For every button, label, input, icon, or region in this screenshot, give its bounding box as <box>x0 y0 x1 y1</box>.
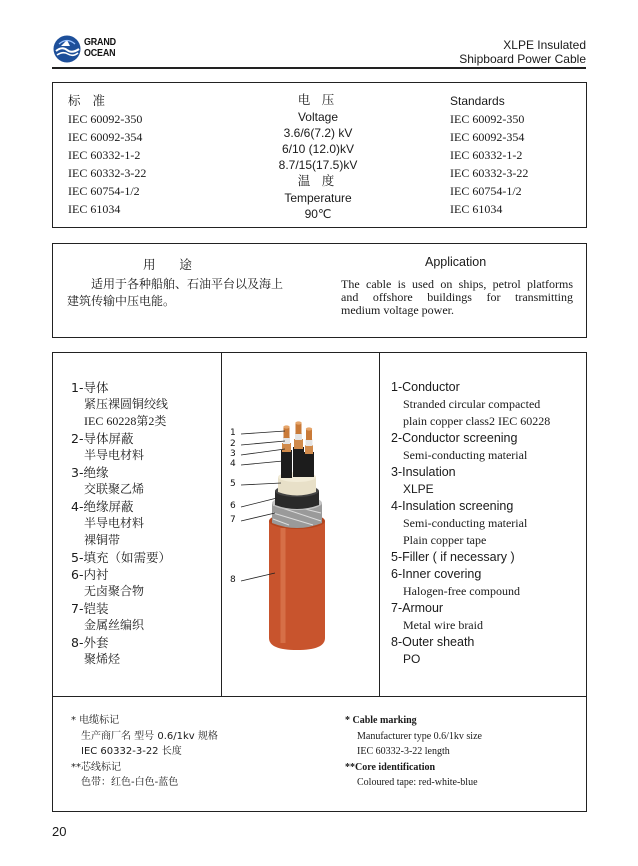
standard-cn-item: IEC 60092-354 <box>68 130 143 144</box>
cn-marking-title: * 电缆标记 <box>71 715 120 726</box>
construction-en-list <box>391 379 550 668</box>
voltage-rating: 8.7/15(17.5)kV <box>278 158 358 172</box>
cable-illustration <box>223 353 378 695</box>
logo-line-2: OCEAN <box>84 47 116 59</box>
layer-cn-desc: 半导电材料 <box>84 516 145 530</box>
logo-wordmark <box>84 37 116 59</box>
diagram-label: 3 <box>230 449 236 459</box>
globe-ship-icon <box>52 34 82 64</box>
diagram-label: 4 <box>230 459 236 469</box>
cn-core-title: **芯线标记 <box>71 761 121 773</box>
layer-en-desc: XLPE <box>403 482 434 496</box>
column-divider <box>379 353 380 696</box>
layer-en-desc: Semi-conducting material <box>403 448 528 462</box>
en-marking-line: Manufacturer type 0.6/1kv size <box>357 730 482 742</box>
en-core-title: **Core identification <box>345 761 436 773</box>
diagram-label: 8 <box>230 575 236 585</box>
layer-cn-title: 7-铠装 <box>71 601 109 616</box>
layer-en-desc: Semi-conducting material <box>403 516 528 530</box>
layer-cn-desc: 聚烯烃 <box>84 652 121 666</box>
header-divider <box>52 67 586 69</box>
title-line-2: Shipboard Power Cable <box>459 52 586 66</box>
standard-en-item: IEC 60092-350 <box>450 112 525 126</box>
logo-line-1: GRAND <box>84 36 116 48</box>
layer-en-desc: Metal wire braid <box>403 618 483 632</box>
layer-en-desc: plain copper class2 IEC 60228 <box>403 414 551 428</box>
standards-panel <box>52 82 587 228</box>
layer-en-title: 7-Armour <box>391 601 444 615</box>
layer-cn-title: 4-绝缘屏蔽 <box>71 499 134 514</box>
title-line-1: XLPE Insulated <box>503 38 586 52</box>
standards-en-column <box>450 92 528 218</box>
cn-marking-line: IEC 60332-3-22 长度 <box>81 746 182 757</box>
layer-en-desc: PO <box>403 652 421 666</box>
layer-en-desc: Stranded circular compacted <box>403 397 541 411</box>
construction-cn-list <box>71 379 171 668</box>
layer-cn-title: 2-导体屏蔽 <box>71 431 134 446</box>
standard-en-item: IEC 60332-1-2 <box>450 148 523 162</box>
voltage-cn-heading: 电 压 <box>297 93 339 107</box>
standard-cn-item: IEC 61034 <box>68 202 121 216</box>
layer-en-title: 6-Inner covering <box>391 567 482 581</box>
layer-cn-desc: 半导电材料 <box>84 448 145 462</box>
voltage-temperature-column <box>243 92 393 222</box>
layer-en-title: 4-Insulation screening <box>391 499 514 513</box>
cn-marking-line: 生产商厂名 型号 0.6/1kv 规格 <box>81 730 218 742</box>
cn-core-line: 色带：红色-白色-蓝色 <box>81 777 179 788</box>
layer-en-title: 2-Conductor screening <box>391 431 518 445</box>
footnotes-cn <box>71 713 218 791</box>
standard-en-item: IEC 60754-1/2 <box>450 184 522 198</box>
application-panel <box>52 243 587 338</box>
document-title <box>459 38 586 66</box>
application-cn-heading: 用 途 <box>143 257 192 272</box>
page-number: 20 <box>52 824 67 839</box>
voltage-en-heading: Voltage <box>297 110 339 124</box>
diagram-label: 2 <box>230 439 236 449</box>
layer-cn-desc: 裸铜带 <box>84 533 121 547</box>
footnotes-en <box>345 713 482 791</box>
construction-panel <box>52 352 587 812</box>
layer-cn-title: 1-导体 <box>71 380 109 395</box>
standard-cn-item: IEC 60332-1-2 <box>68 148 141 162</box>
layer-cn-desc: 紧压裸圆铜绞线 <box>84 397 169 411</box>
layer-cn-desc: 交联聚乙烯 <box>84 482 145 496</box>
en-marking-line: IEC 60332-3-22 length <box>357 746 450 757</box>
voltage-rating: 3.6/6(7.2) kV <box>283 126 353 140</box>
diagram-label: 6 <box>230 501 236 511</box>
layer-en-title: 8-Outer sheath <box>391 635 475 649</box>
standards-cn-heading: 标 准 <box>68 93 109 108</box>
layer-en-desc: Plain copper tape <box>403 533 487 547</box>
layer-cn-desc: 无卤聚合物 <box>84 584 145 598</box>
standard-cn-item: IEC 60332-3-22 <box>68 166 147 180</box>
en-core-line: Coloured tape: red-white-blue <box>357 777 478 788</box>
temperature-en-heading: Temperature <box>284 191 352 205</box>
application-en-heading: Application <box>425 255 487 269</box>
application-en-text <box>341 278 573 317</box>
standard-cn-item: IEC 60092-350 <box>68 112 143 126</box>
standard-en-item: IEC 60332-3-22 <box>450 166 529 180</box>
layer-cn-title: 3-绝缘 <box>71 465 109 480</box>
application-cn-line-2: 建筑传输中压电能。 <box>67 294 176 308</box>
application-en-line-3: medium voltage power. <box>341 303 454 317</box>
layer-en-title: 1-Conductor <box>391 380 460 394</box>
standards-cn-column <box>68 92 146 218</box>
application-cn-line-1: 适用于各种船舶、石油平台以及海上 <box>91 277 284 291</box>
standards-en-heading: Standards <box>450 94 505 108</box>
layer-cn-title: 5-填充（如需要） <box>71 550 171 565</box>
voltage-rating: 6/10 (12.0)kV <box>281 142 355 156</box>
column-divider <box>221 353 222 696</box>
standard-en-item: IEC 60092-354 <box>450 130 525 144</box>
standard-cn-item: IEC 60754-1/2 <box>68 184 140 198</box>
diagram-label: 5 <box>230 479 236 489</box>
cable-layers-image <box>223 353 378 695</box>
en-marking-title: * Cable marking <box>345 715 417 726</box>
layer-cn-desc: IEC 60228第2类 <box>84 414 167 428</box>
temperature-value: 90℃ <box>304 207 332 221</box>
diagram-label: 1 <box>230 428 236 438</box>
layer-cn-title: 8-外套 <box>71 635 109 650</box>
temperature-cn-heading: 温 度 <box>297 174 339 188</box>
layer-cn-desc: 金属丝编织 <box>84 618 145 632</box>
diagram-label: 7 <box>230 515 236 525</box>
layer-en-title: 5-Filler ( if necessary ) <box>391 550 515 564</box>
standard-en-item: IEC 61034 <box>450 202 503 216</box>
layer-cn-title: 6-内衬 <box>71 567 109 582</box>
application-en-line-2: and offshore buildings for transmitting <box>341 290 573 304</box>
row-divider <box>53 696 586 697</box>
layer-en-desc: Halogen-free compound <box>403 584 520 598</box>
application-cn-text <box>67 276 332 310</box>
application-en-line-1: The cable is used on ships, petrol platforms <box>341 277 573 291</box>
layer-en-title: 3-Insulation <box>391 465 456 479</box>
